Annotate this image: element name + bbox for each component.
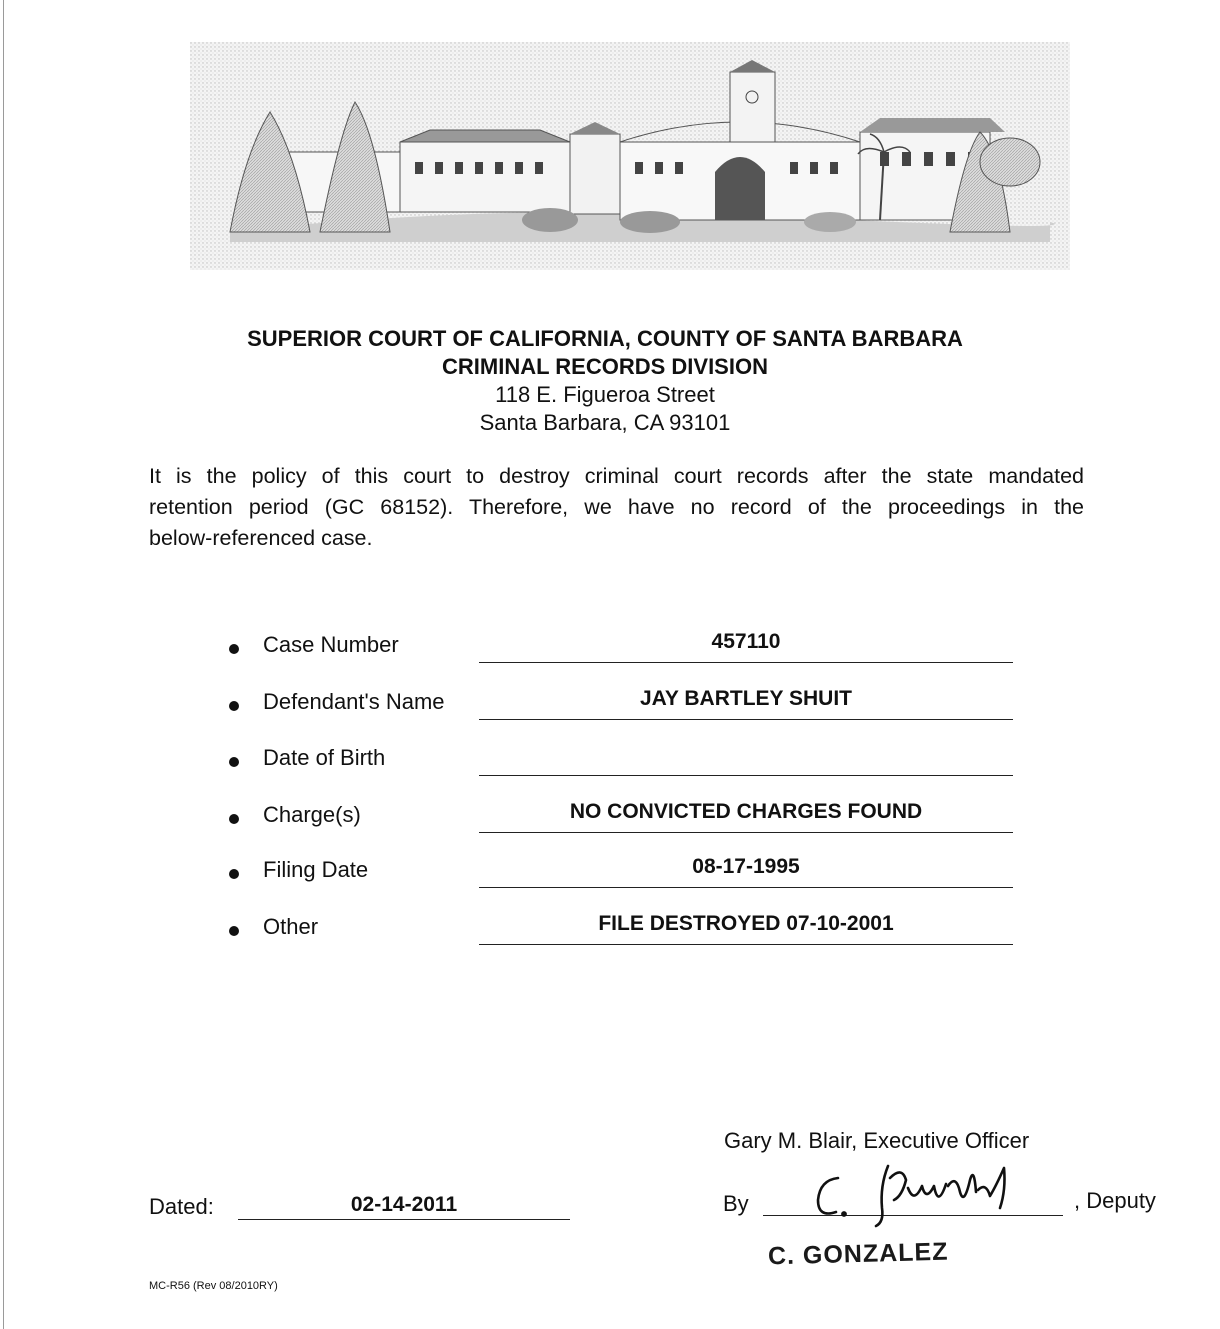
policy-line: retention period (GC 68152). Therefore, we have no record of the proceedings in the	[149, 495, 1084, 519]
handwritten-signature	[810, 1156, 1025, 1228]
field-underline	[479, 662, 1013, 663]
field-date-of-birth	[0, 741, 1220, 797]
field-underline	[479, 944, 1013, 945]
dated-underline	[238, 1219, 570, 1220]
court-name: SUPERIOR COURT OF CALIFORNIA, COUNTY OF SANTA BARBARA	[247, 326, 963, 351]
courthouse-illustration	[190, 42, 1070, 270]
field-value: 08-17-1995	[692, 855, 800, 878]
policy-statement	[149, 461, 1084, 554]
field-underline	[479, 832, 1013, 833]
field-value: NO CONVICTED CHARGES FOUND	[569, 800, 923, 823]
dated-label: Dated:	[149, 1194, 214, 1219]
field-charges	[0, 798, 1220, 854]
field-other	[0, 910, 1220, 966]
field-case-number	[0, 628, 1220, 684]
field-filing-date	[0, 853, 1220, 909]
field-value: FILE DESTROYED 07-10-2001	[598, 912, 894, 935]
deputy-label: , Deputy	[1074, 1188, 1156, 1213]
field-label: Case Number	[263, 632, 399, 657]
field-value: 457110	[711, 630, 781, 653]
bullet-icon	[229, 869, 239, 879]
division-name: CRIMINAL RECORDS DIVISION	[442, 354, 768, 379]
field-label: Date of Birth	[263, 745, 386, 770]
field-label: Charge(s)	[263, 802, 361, 827]
city-state-zip: Santa Barbara, CA 93101	[479, 410, 731, 435]
bullet-icon	[229, 926, 239, 936]
field-value: JAY BARTLEY SHUIT	[640, 687, 852, 710]
bullet-icon	[229, 644, 239, 654]
policy-line: below-referenced case.	[149, 526, 373, 550]
executive-officer: Gary M. Blair, Executive Officer	[724, 1128, 1030, 1153]
field-label: Other	[263, 914, 319, 939]
bullet-icon	[229, 757, 239, 767]
field-label: Filing Date	[263, 857, 369, 882]
policy-line: It is the policy of this court to destroy criminal court records after the state mandated	[149, 464, 1084, 488]
bullet-icon	[229, 814, 239, 824]
street-address: 118 E. Figueroa Street	[495, 382, 715, 407]
dated-value: 02-14-2011	[350, 1193, 458, 1216]
deputy-name-stamp: C. GONZALEZ	[767, 1237, 949, 1271]
form-code: MC-R56 (Rev 08/2010RY)	[149, 1280, 278, 1292]
field-underline	[479, 775, 1013, 776]
bullet-icon	[229, 701, 239, 711]
field-label: Defendant's Name	[263, 689, 445, 714]
field-defendant-name	[0, 685, 1220, 741]
field-underline	[479, 719, 1013, 720]
by-label: By	[723, 1191, 749, 1216]
field-underline	[479, 887, 1013, 888]
